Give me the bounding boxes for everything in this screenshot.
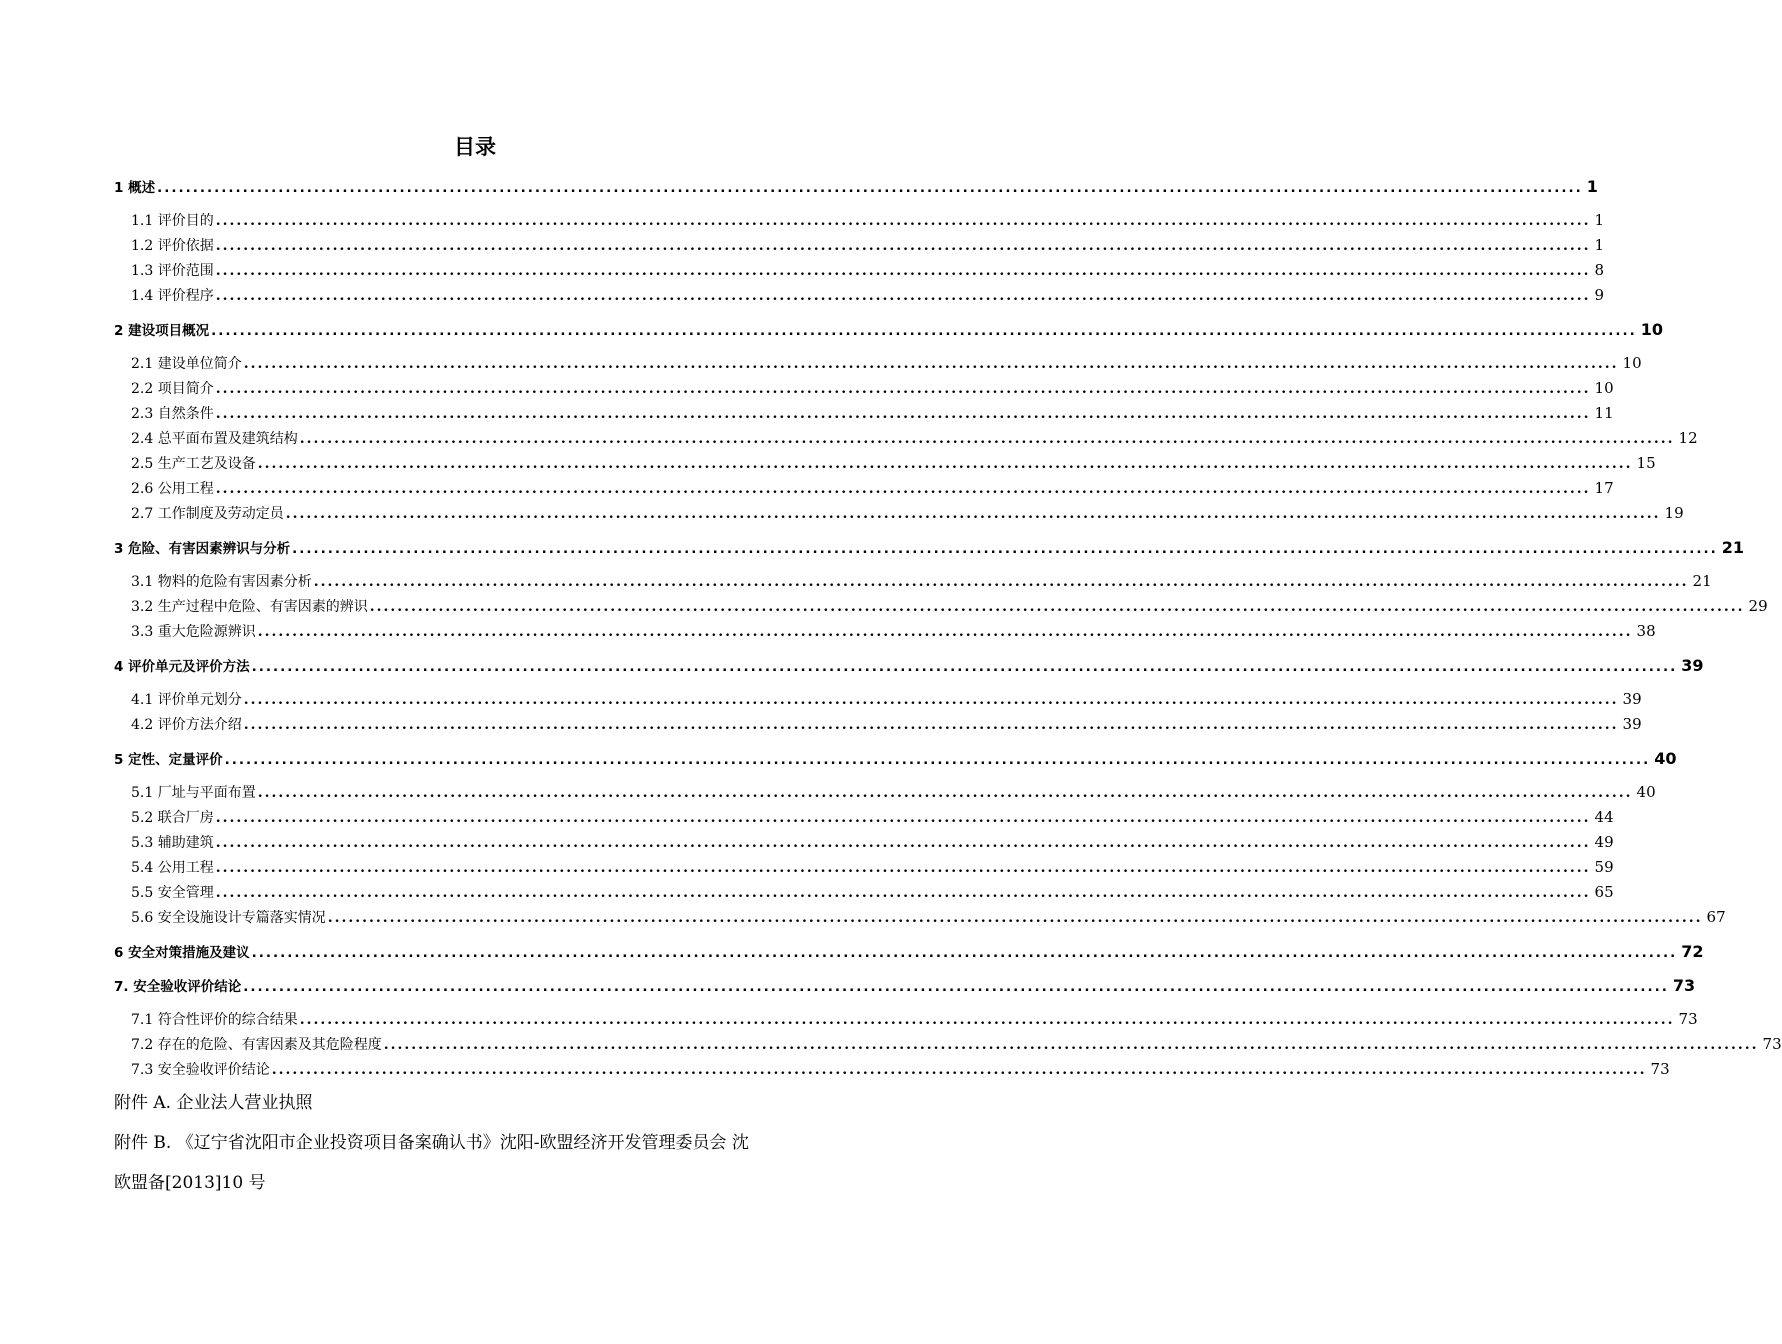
toc-section-entry[interactable] — [0, 258, 1605, 283]
toc-page-number: 73 — [1650, 1060, 1670, 1078]
toc-dot-leader: ........................................................................................................................................................................................................ — [215, 481, 1591, 497]
toc-entry-label: 3.1 物料的危险有害因素分析 — [131, 574, 312, 590]
toc-dot-leader: ........................................................................................................................................................................................................ — [215, 238, 1591, 254]
toc-dot-leader: ........................................................................................................................................................................................................ — [224, 752, 1651, 768]
toc-dot-leader: ........................................................................................................................................................................................................ — [243, 692, 1619, 708]
toc-line — [131, 401, 1614, 426]
toc-chapter-entry[interactable] — [0, 939, 1704, 964]
toc-line — [131, 283, 1605, 308]
toc-dot-leader: ........................................................................................................................................................................................................ — [243, 717, 1619, 733]
toc-dot-leader: ........................................................................................................................................................................................................ — [271, 1062, 1647, 1078]
toc-page-number: 59 — [1594, 858, 1614, 876]
toc-entry-label: 1.4 评价程序 — [131, 288, 214, 304]
toc-dot-leader: ........................................................................................................................................................................................................ — [257, 785, 1633, 801]
toc-entry-label: 2.4 总平面布置及建筑结构 — [131, 431, 298, 447]
toc-entry-label: 5.6 安全设施设计专篇落实情况 — [131, 910, 326, 926]
toc-page-number: 10 — [1594, 379, 1614, 397]
toc-dot-leader: ........................................................................................................................................................................................................ — [215, 835, 1591, 851]
toc-section-entry[interactable] — [0, 351, 1642, 376]
toc-line — [131, 426, 1698, 451]
toc-dot-leader: ........................................................................................................................................................................................................ — [243, 979, 1669, 995]
toc-chapter-entry[interactable] — [0, 174, 1598, 199]
toc-line — [114, 939, 1704, 964]
toc-dot-leader: ........................................................................................................................................................................................................ — [215, 288, 1591, 304]
toc-section-entry[interactable] — [0, 712, 1642, 737]
toc-section-entry[interactable] — [0, 880, 1614, 905]
toc-line — [114, 973, 1696, 998]
toc-entry-label: 3.3 重大危险源辨识 — [131, 624, 256, 640]
toc-entry-label: 2.6 公用工程 — [131, 481, 214, 497]
toc-page-number: 72 — [1681, 942, 1704, 961]
toc-page-number: 1 — [1594, 236, 1605, 254]
toc-dot-leader: ........................................................................................................................................................................................................ — [215, 406, 1591, 422]
toc-section-entry[interactable] — [0, 501, 1684, 526]
toc-page-number: 11 — [1594, 404, 1614, 422]
toc-page-number: 44 — [1594, 808, 1614, 826]
toc-line — [114, 174, 1598, 199]
toc-line — [131, 1032, 1782, 1057]
toc-page-number: 38 — [1636, 622, 1656, 640]
toc-line — [131, 1057, 1670, 1082]
toc-entry-label: 5.4 公用工程 — [131, 860, 214, 876]
toc-entry-label: 4 评价单元及评价方法 — [114, 659, 250, 675]
toc-page-number: 8 — [1594, 261, 1605, 279]
toc-section-entry[interactable] — [0, 780, 1656, 805]
toc-dot-leader: ........................................................................................................................................................................................................ — [299, 431, 1675, 447]
toc-page-number: 29 — [1748, 597, 1768, 615]
toc-section-entry[interactable] — [0, 830, 1614, 855]
toc-line — [131, 780, 1656, 805]
page-title: 目录 — [454, 135, 496, 159]
toc-page-number: 15 — [1636, 454, 1656, 472]
toc-entry-label: 7. 安全验收评价结论 — [114, 979, 242, 995]
toc-section-entry[interactable] — [0, 569, 1712, 594]
toc-page-number: 19 — [1664, 504, 1684, 522]
toc-line — [114, 535, 1745, 560]
toc-section-entry[interactable] — [0, 805, 1614, 830]
toc-line — [131, 376, 1614, 401]
toc-dot-leader: ........................................................................................................................................................................................................ — [257, 456, 1633, 472]
toc-entry-label: 7.3 安全验收评价结论 — [131, 1062, 270, 1078]
toc-page-number: 40 — [1636, 783, 1656, 801]
toc-dot-leader: ........................................................................................................................................................................................................ — [313, 574, 1689, 590]
toc-page-number: 73 — [1678, 1010, 1698, 1028]
toc-page-number: 17 — [1594, 479, 1614, 497]
toc-page-number: 10 — [1622, 354, 1642, 372]
toc-page-number: 49 — [1594, 833, 1614, 851]
toc-section-entry[interactable] — [0, 855, 1614, 880]
toc-page-number: 21 — [1721, 538, 1745, 557]
toc-dot-leader: ........................................................................................................................................................................................................ — [215, 213, 1591, 229]
toc-entry-label: 1.3 评价范围 — [131, 263, 214, 279]
toc-dot-leader: ........................................................................................................................................................................................................ — [215, 381, 1591, 397]
toc-page-number: 39 — [1622, 690, 1642, 708]
appendix-line: 欧盟备[2013]10 号 — [114, 1173, 266, 1193]
toc-page-number: 21 — [1692, 572, 1712, 590]
toc-dot-leader: ........................................................................................................................................................................................................ — [285, 506, 1661, 522]
toc-entry-label: 2.3 自然条件 — [131, 406, 214, 422]
toc-section-entry[interactable] — [0, 1007, 1698, 1032]
toc-section-entry[interactable] — [0, 376, 1614, 401]
toc-chapter-entry[interactable] — [0, 317, 1664, 342]
toc-entry-label: 2.1 建设单位简介 — [131, 356, 242, 372]
toc-line — [131, 805, 1614, 830]
toc-line — [131, 687, 1642, 712]
toc-page-number: 67 — [1706, 908, 1726, 926]
toc-chapter-entry[interactable] — [0, 535, 1745, 560]
toc-section-entry[interactable] — [0, 208, 1605, 233]
toc-chapter-entry[interactable] — [0, 746, 1677, 771]
toc-line — [131, 208, 1605, 233]
toc-line — [131, 594, 1768, 619]
toc-line — [131, 855, 1614, 880]
toc-section-entry[interactable] — [0, 426, 1698, 451]
toc-section-entry[interactable] — [0, 594, 1768, 619]
toc-page-number: 40 — [1654, 749, 1677, 768]
toc-page-number: 39 — [1622, 715, 1642, 733]
toc-dot-leader: ........................................................................................................................................................................................................ — [292, 541, 1718, 557]
toc-section-entry[interactable] — [0, 283, 1605, 308]
toc-entry-label: 5.2 联合厂房 — [131, 810, 214, 826]
toc-dot-leader: ........................................................................................................................................................................................................ — [215, 860, 1591, 876]
toc-page-number: 9 — [1594, 286, 1605, 304]
toc-line — [131, 569, 1712, 594]
toc-dot-leader: ........................................................................................................................................................................................................ — [251, 659, 1678, 675]
toc-entry-label: 5.3 辅助建筑 — [131, 835, 214, 851]
toc-line — [131, 830, 1614, 855]
toc-section-entry[interactable] — [0, 905, 1726, 930]
toc-line — [131, 501, 1684, 526]
toc-section-entry[interactable] — [0, 233, 1605, 258]
toc-entry-label: 5.1 厂址与平面布置 — [131, 785, 256, 801]
toc-entry-label: 3.2 生产过程中危险、有害因素的辨识 — [131, 599, 368, 615]
toc-line — [131, 476, 1614, 501]
toc-dot-leader: ........................................................................................................................................................................................................ — [327, 910, 1703, 926]
toc-section-entry[interactable] — [0, 1032, 1782, 1057]
toc-chapter-entry[interactable] — [0, 653, 1704, 678]
toc-entry-label: 6 安全对策措施及建议 — [114, 945, 250, 961]
toc-page-number: 12 — [1678, 429, 1698, 447]
appendix-line: 附件 A. 企业法人营业执照 — [114, 1093, 313, 1113]
toc-dot-leader: ........................................................................................................................................................................................................ — [383, 1037, 1759, 1053]
toc-entry-label: 2.2 项目简介 — [131, 381, 214, 397]
toc-section-entry[interactable] — [0, 451, 1656, 476]
toc-section-entry[interactable] — [0, 401, 1614, 426]
toc-line — [131, 351, 1642, 376]
toc-line — [114, 746, 1677, 771]
toc-dot-leader: ........................................................................................................................................................................................................ — [369, 599, 1745, 615]
toc-line — [131, 451, 1656, 476]
toc-entry-label: 1.1 评价目的 — [131, 213, 214, 229]
toc-entry-label: 5 定性、定量评价 — [114, 752, 223, 768]
toc-entry-label: 1 概述 — [114, 180, 156, 196]
toc-line — [114, 317, 1664, 342]
toc-entry-label: 4.2 评价方法介绍 — [131, 717, 242, 733]
toc-page-number: 10 — [1640, 320, 1664, 339]
toc-page-number: 39 — [1681, 656, 1704, 675]
toc-entry-label: 4.1 评价单元划分 — [131, 692, 242, 708]
toc-dot-leader: ........................................................................................................................................................................................................ — [211, 323, 1637, 339]
toc-page-number: 73 — [1672, 976, 1696, 995]
toc-entry-label: 7.2 存在的危险、有害因素及其危险程度 — [131, 1037, 382, 1053]
appendix-line: 附件 B. 《辽宁省沈阳市企业投资项目备案确认书》沈阳-欧盟经济开发管理委员会 沈 — [114, 1133, 749, 1153]
toc-section-entry[interactable] — [0, 687, 1642, 712]
toc-entry-label: 7.1 符合性评价的综合结果 — [131, 1012, 298, 1028]
toc-line — [114, 653, 1704, 678]
toc-section-entry[interactable] — [0, 1057, 1670, 1082]
toc-line — [131, 233, 1605, 258]
toc-entry-label: 1.2 评价依据 — [131, 238, 214, 254]
toc-line — [131, 905, 1726, 930]
toc-entry-label: 5.5 安全管理 — [131, 885, 214, 901]
toc-page-number: 1 — [1594, 211, 1605, 229]
toc-line — [131, 880, 1614, 905]
toc-dot-leader: ........................................................................................................................................................................................................ — [251, 945, 1678, 961]
toc-dot-leader: ........................................................................................................................................................................................................ — [299, 1012, 1675, 1028]
toc-section-entry[interactable] — [0, 619, 1656, 644]
toc-line — [131, 258, 1605, 283]
toc-entry-label: 3 危险、有害因素辨识与分析 — [114, 541, 291, 557]
toc-page-number: 1 — [1586, 177, 1598, 196]
toc-entry-label: 2 建设项目概况 — [114, 323, 210, 339]
toc-page-number: 73 — [1762, 1035, 1782, 1053]
toc-dot-leader: ........................................................................................................................................................................................................ — [215, 885, 1591, 901]
toc-dot-leader: ........................................................................................................................................................................................................ — [215, 810, 1591, 826]
toc-line — [131, 619, 1656, 644]
toc-line — [131, 712, 1642, 737]
toc-dot-leader: ........................................................................................................................................................................................................ — [157, 180, 1583, 196]
toc-section-entry[interactable] — [0, 476, 1614, 501]
toc-dot-leader: ........................................................................................................................................................................................................ — [215, 263, 1591, 279]
toc-page-number: 65 — [1594, 883, 1614, 901]
toc-dot-leader: ........................................................................................................................................................................................................ — [243, 356, 1619, 372]
toc-entry-label: 2.5 生产工艺及设备 — [131, 456, 256, 472]
toc-entry-label: 2.7 工作制度及劳动定员 — [131, 506, 284, 522]
toc-chapter-entry[interactable] — [0, 973, 1696, 998]
toc-dot-leader: ........................................................................................................................................................................................................ — [257, 624, 1633, 640]
toc-line — [131, 1007, 1698, 1032]
